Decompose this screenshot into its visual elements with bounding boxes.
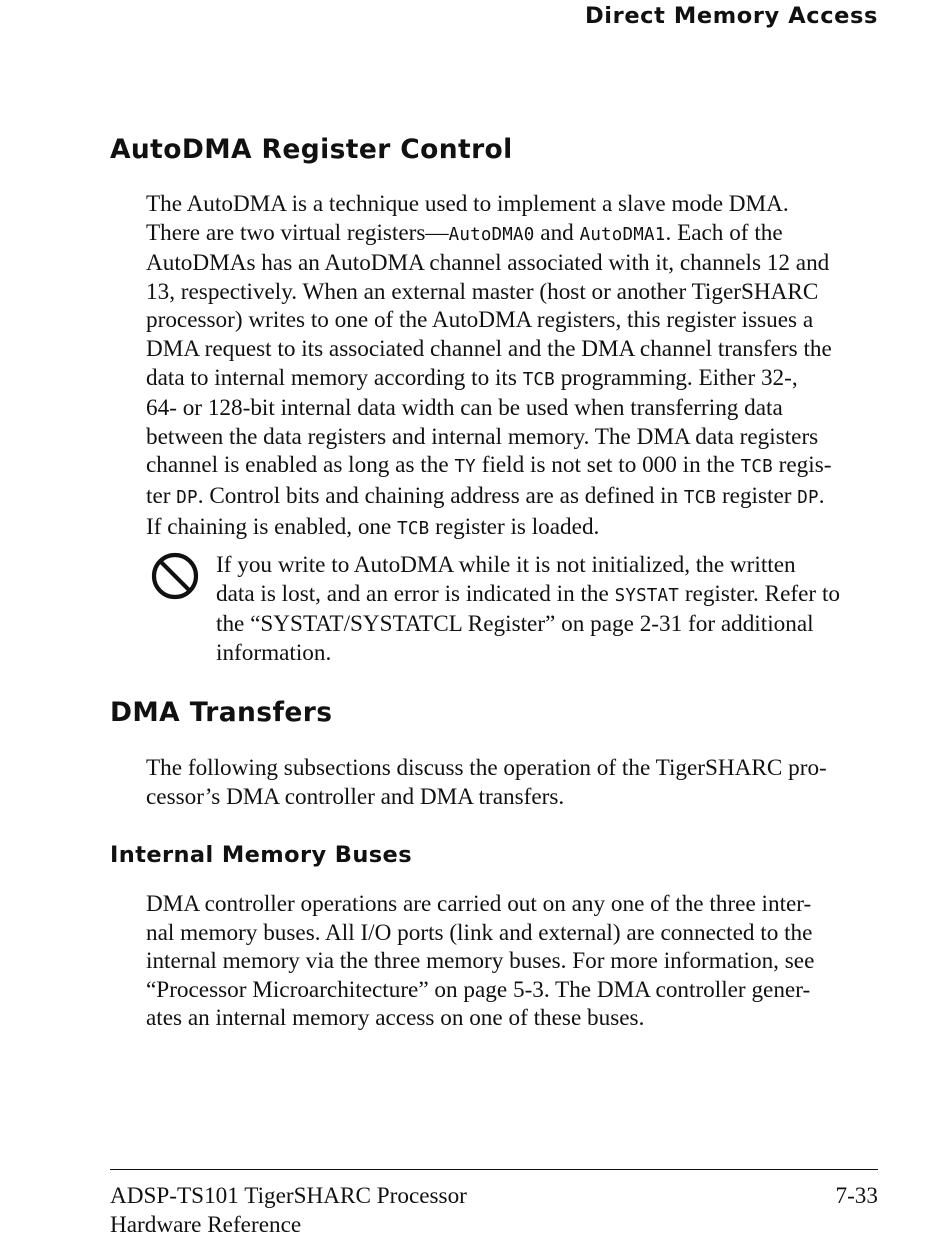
dma-transfers-paragraph (146, 754, 886, 811)
register-name: TCB (740, 457, 773, 478)
text-line: information. (216, 639, 332, 666)
text-line: There are two virtual registers—AutoDMA0 and AutoDMA1. Each of the (146, 219, 783, 246)
text-line: data to internal memory according to its TCB programming. Either 32-, (146, 364, 798, 391)
register-name: AutoDMA0 (448, 224, 535, 245)
text-line: 64- or 128-bit internal data width can be used when transferring data (146, 395, 783, 422)
text-line: internal memory via the three memory buses. For more information, see (146, 948, 815, 975)
running-header: Direct Memory Access (585, 3, 878, 29)
text-line: nal memory buses. All I/O ports (link and external) are connected to the (146, 919, 813, 946)
text-line: processor) writes to one of the AutoDMA registers, this register issues a (146, 307, 814, 334)
text-line: the “SYSTAT/SYSTATCL Register” on page 2-31 for additional (216, 611, 814, 638)
prohibition-icon (150, 551, 200, 601)
register-name: TCB (397, 518, 430, 539)
text-line: data is lost, and an error is indicated in the SYSTAT register. Refer to (216, 580, 840, 607)
autodma-paragraph (146, 190, 886, 543)
footer-divider (110, 1169, 878, 1170)
caution-note (216, 551, 896, 667)
text-line: between the data registers and internal memory. The DMA data registers (146, 423, 819, 450)
register-name: SYSTAT (614, 585, 680, 606)
register-name: TY (454, 457, 476, 478)
text-line: DMA controller operations are carried out on any one of the three inter- (146, 891, 812, 917)
text-line: “Processor Microarchitecture” on page 5-3. The DMA controller gener- (146, 976, 811, 1003)
footer-book-line: Hardware Reference (110, 1211, 302, 1238)
text-line: The AutoDMA is a technique used to implement a slave mode DMA. (146, 191, 789, 217)
text-line: ates an internal memory access on one of these buses. (146, 1005, 645, 1032)
text-line: channel is enabled as long as the TY field is not set to 000 in the TCB regis- (146, 452, 832, 479)
footer-book-title (110, 1182, 467, 1239)
register-name: DP (797, 487, 819, 508)
register-name: AutoDMA1 (579, 224, 666, 245)
register-name: TCB (683, 487, 717, 508)
text-line: DMA request to its associated channel and the DMA channel transfers the (146, 335, 832, 362)
text-line: 13, respectively. When an external master (host or another TigerSHARC (146, 278, 819, 305)
section-heading-dma-transfers: DMA Transfers (110, 697, 333, 728)
page-number: 7-33 (835, 1183, 878, 1209)
text-line: If you write to AutoDMA while it is not initialized, the written (216, 552, 796, 578)
text-line: The following subsections discuss the operation of the TigerSHARC pro- (146, 755, 827, 781)
register-name: DP (176, 487, 198, 508)
text-line: cessor’s DMA controller and DMA transfers. (146, 783, 565, 810)
text-line: If chaining is enabled, one TCB register is loaded. (146, 513, 600, 540)
footer-book-line: ADSP-TS101 TigerSHARC Processor (110, 1183, 467, 1209)
subsection-heading-internal-memory-buses: Internal Memory Buses (110, 842, 413, 868)
text-line: ter DP. Control bits and chaining address are as defined in TCB register DP. (146, 482, 825, 509)
internal-buses-paragraph (146, 890, 886, 1033)
section-heading-autodma: AutoDMA Register Control (110, 134, 513, 165)
register-name: TCB (522, 369, 555, 390)
text-line: AutoDMAs has an AutoDMA channel associated with it, channels 12 and (146, 250, 830, 277)
